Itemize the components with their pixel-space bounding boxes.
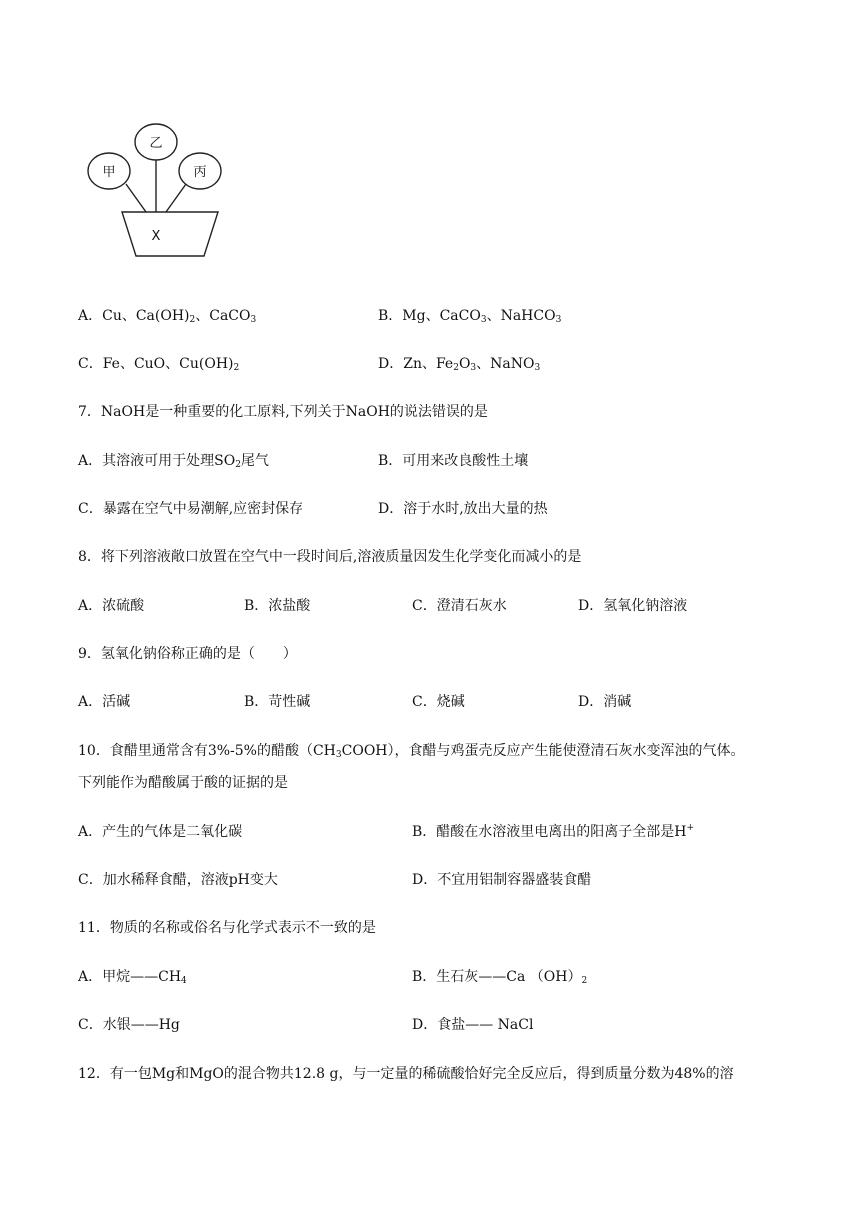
q10-stem-line1: 10．食醋里通常含有3%-5%的醋酸$(CH_3COOH)$，食醋与鸡蛋壳反应产生能使澄清石灰水变浑浊的气体。	[78, 743, 745, 760]
q8-option-b: B．浓盐酸	[244, 598, 311, 614]
q11-option-b: B．生石灰——Ca $(OH)_2$	[412, 969, 588, 986]
top-label: 乙	[149, 136, 163, 151]
q10-option-c: C．加水稀释食醋，溶液pH变大	[78, 872, 278, 888]
right-label: 丙	[193, 165, 207, 180]
q8-option-d: D．氢氧化钠溶液	[578, 598, 688, 614]
q7-option-b: B．可用来改良酸性土壤	[378, 453, 529, 469]
q11-option-d: D．食盐—— NaCl	[412, 1017, 534, 1033]
q9-option-d: D．消碱	[578, 694, 632, 710]
q6-option-d: D．Zn、$Fe_2O_3$、NaNO$_3$	[378, 356, 541, 373]
q8-option-a: A．浓硫酸	[78, 598, 145, 614]
q8-stem: 8．将下列溶液敞口放置在空气中一段时间后,溶液质量因发生化学变化而减小的是	[78, 549, 582, 565]
q7-stem: 7．NaOH是一种重要的化工原料,下列关于NaOH的说法错误的是	[78, 404, 488, 420]
q6-option-b: B．Mg、CaCO$_3$、NaHCO$_3$	[378, 308, 562, 325]
q12-stem: 12．有一包Mg和MgO的混合物共12.8 g，与一定量的稀硫酸恰好完全反应后，得到质量分数为48%的溶	[78, 1066, 734, 1082]
q8-option-c: C．澄清石灰水	[412, 598, 507, 614]
q6-option-c: C．Fe、CuO、$Cu(OH)_2$	[78, 356, 240, 373]
left-label: 甲	[102, 165, 116, 180]
q7-option-a: A．其溶液可用于处理$SO_2$尾气	[78, 453, 269, 470]
q7-option-c: C．暴露在空气中易潮解,应密封保存	[78, 501, 304, 517]
q10-option-a: A．产生的气体是二氧化碳	[78, 824, 243, 840]
flower-pot-diagram	[84, 112, 234, 262]
q6-option-a: A．Cu、$Ca(OH)_2$、CaCO$_3$	[78, 308, 257, 325]
q11-stem: 11．物质的名称或俗名与化学式表示不一致的是	[78, 920, 376, 936]
q9-option-c: C．烧碱	[412, 694, 465, 710]
q10-option-b: B．醋酸在水溶液里电离出的阳离子全部是H+	[412, 823, 695, 840]
q11-option-a: A．甲烷$——CH_4$	[78, 969, 187, 986]
q9-stem: 9．氢氧化钠俗称正确的是（ ）	[78, 646, 297, 662]
q9-option-a: A．活碱	[78, 694, 131, 710]
q11-option-c: C．水银——Hg	[78, 1017, 180, 1033]
q9-option-b: B．苛性碱	[244, 694, 311, 710]
q10-option-d: D．不宜用铝制容器盛装食醋	[412, 872, 592, 888]
q10-stem-line2: 下列能作为醋酸属于酸的证据的是	[78, 775, 288, 791]
pot-label: X	[151, 229, 161, 244]
pot	[122, 212, 218, 256]
q7-option-d: D．溶于水时,放出大量的热	[378, 501, 548, 517]
